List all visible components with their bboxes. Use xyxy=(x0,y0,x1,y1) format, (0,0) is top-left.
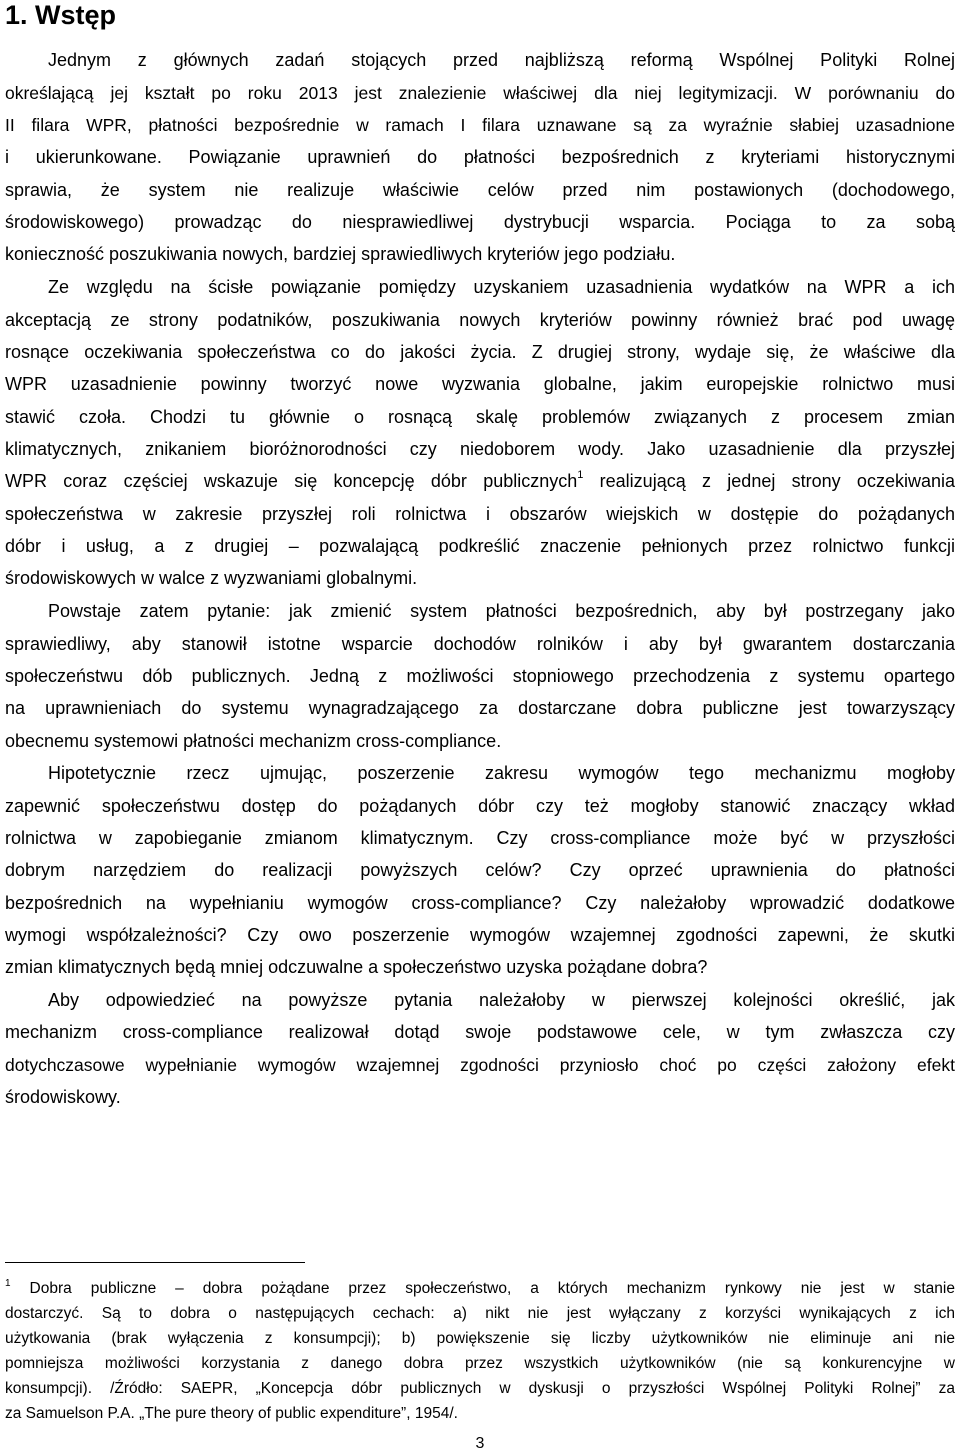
page-number: 3 xyxy=(475,1435,485,1452)
paragraph-2-line-3: rosnące oczekiwania społeczeństwa co do jakości życia. Z drugiej strony, wydaje się, że właściwe dla xyxy=(5,342,955,362)
paragraph-5-line-3: dotychczasowe wypełnianie wymogów wzajemnej zgodności przyniosło choć po części założony efekt xyxy=(5,1055,955,1075)
line-text: WPR coraz częściej wskazuje się koncepcję dóbr publicznych xyxy=(5,471,578,491)
paragraph-4-line-5: bezpośrednich na wypełnianiu wymogów cross-compliance? Czy należałoby wprowadzić dodatkowe xyxy=(5,893,955,913)
paragraph-1-line-3: II filara WPR, płatności bezpośrednie w ramach I filara uznawane są za wyraźnie słabiej uzasadnione xyxy=(5,115,955,135)
paragraph-4-line-6: wymogi współzależności? Czy owo poszerzenie wymogów wzajemnej zgodności zapewni, że skutki xyxy=(5,925,955,945)
paragraph-4-line-7: zmian klimatycznych będą mniej odczuwalne a społeczeństwo uzyska pożądane dobra? xyxy=(5,957,708,977)
paragraph-3-line-3: społeczeństwu dób publicznych. Jedną z możliwości stopniowego przechodzenia z systemu opartego xyxy=(5,666,955,686)
paragraph-2-line-4: WPR uzasadnienie powinny tworzyć nowe wyzwania globalne, jakim europejskie rolnictwo musi xyxy=(5,374,955,394)
footnote-line-6: za Samuelson P.A. „The pure theory of public expenditure”, 1954/. xyxy=(5,1405,458,1422)
paragraph-4-line-4: dobrym narzędziem do realizacji powyższych celów? Czy oprzeć uprawnienia do płatności xyxy=(5,860,955,880)
paragraph-2-line-2: akceptacją ze strony podatników, poszukiwania nowych kryteriów powinny również brać pod uwagę xyxy=(5,310,955,330)
paragraph-5-line-4: środowiskowy. xyxy=(5,1087,121,1107)
footnote-text: Dobra publiczne – dobra pożądane przez społeczeństwo, a których mechanizm rynkowy nie jest w stanie xyxy=(10,1280,955,1297)
paragraph-5-line-1: Aby odpowiedzieć na powyższe pytania należałoby w pierwszej kolejności określić, jak xyxy=(48,990,955,1010)
footnote-line-3: użytkowania (brak wyłączenia z konsumpcji); b) powiększenie się liczby użytkowników nie eliminuje ani nie xyxy=(5,1330,955,1347)
footnote-reference: 1 xyxy=(577,469,584,481)
paragraph-3-line-1: Powstaje zatem pytanie: jak zmienić system płatności bezpośrednich, aby był postrzegany jako xyxy=(48,601,955,621)
section-heading: 1. Wstęp xyxy=(5,0,117,30)
paragraph-2-line-5: stawić czoła. Chodzi tu głównie o rosnącą skalę problemów związanych z procesem zmian xyxy=(5,407,955,427)
paragraph-4-line-3: rolnictwa w zapobieganie zmianom klimatycznym. Czy cross-compliance może być w przyszłości xyxy=(5,828,955,848)
paragraph-1-line-5: sprawia, że system nie realizuje właściwie celów przed nim postawionych (dochodowego, xyxy=(5,180,955,200)
paragraph-1-line-2: określającą jej kształt po roku 2013 jest znalezienie właściwej dla niej legitymizacji. W porównaniu do xyxy=(5,83,955,103)
footnote-line-4: pomniejsza możliwości korzystania z danego dobra przez wszystkich użytkowników (nie są konkurencyjne w xyxy=(5,1355,955,1372)
paragraph-4-line-1: Hipotetycznie rzecz ujmując, poszerzenie zakresu wymogów tego mechanizmu mogłoby xyxy=(48,763,955,783)
paragraph-2-line-6: klimatycznych, znikaniem bioróżnorodności czy niedoborem wody. Jako uzasadnienie dla przyszłej xyxy=(5,439,955,459)
line-text-continued: realizującą z jednej strony oczekiwania xyxy=(583,471,955,491)
paragraph-2-line-10: środowiskowych w walce z wyzwaniami globalnymi. xyxy=(5,568,418,588)
paragraph-3-line-5: obecnemu systemowi płatności mechanizm cross-compliance. xyxy=(5,731,502,751)
footnote-line-2: dostarczyć. Są to dobra o następujących cechach: a) nikt nie jest wyłączany z korzyści wynikających z ich xyxy=(5,1305,955,1322)
paragraph-3-line-2: sprawiedliwy, aby stanowił istotne wsparcie dochodów rolników i aby był gwarantem dostarczania xyxy=(5,634,955,654)
paragraph-5-line-2: mechanizm cross-compliance realizował dotąd swoje podstawowe cele, w tym zwłaszcza czy xyxy=(5,1022,955,1042)
paragraph-2-line-7 xyxy=(5,465,955,497)
paragraph-2-line-9: dóbr i usług, a z drugiej – pozwalającą podkreślić znaczenie pełnionych przez rolnictwo funkcji xyxy=(5,536,955,556)
paragraph-1-line-4: i ukierunkowane. Powiązanie uprawnień do płatności bezpośrednich z kryteriami historycznymi xyxy=(5,147,955,167)
footnote-line-5: konsumpcji). /Źródło: SAEPR, „Koncepcja dóbr publicznych w dyskusji o przyszłości Wspólnej Polityki Rolnej” za xyxy=(5,1380,955,1397)
footnote-separator xyxy=(5,1262,305,1263)
footnote-line-1 xyxy=(5,1277,955,1301)
footnote-number: 1 xyxy=(5,1278,11,1289)
paragraph-3-line-4: na uprawnieniach do systemu wynagradzającego za dostarczane dobra publiczne jest towarzyszący xyxy=(5,698,955,718)
paragraph-4-line-2: zapewnić społeczeństwu dostęp do pożądanych dóbr czy też mogłoby stanowić znaczący wkład xyxy=(5,796,955,816)
paragraph-1-line-6: środowiskowego) prowadząc do niesprawiedliwej dystrybucji wsparcia. Pociąga to za sobą xyxy=(5,212,955,232)
paragraph-2-line-8: społeczeństwa w zakresie przyszłej roli rolnictwa i obszarów wiejskich w dostępie do pożądanych xyxy=(5,504,955,524)
paragraph-2-line-1: Ze względu na ścisłe powiązanie pomiędzy uzyskaniem uzasadnienia wydatków na WPR a ich xyxy=(48,277,955,297)
paragraph-1-line-7: konieczność poszukiwania nowych, bardziej sprawiedliwych kryteriów jego podziału. xyxy=(5,244,676,264)
paragraph-1-line-1: Jednym z głównych zadań stojących przed najbliższą reformą Wspólnej Polityki Rolnej xyxy=(48,50,955,70)
